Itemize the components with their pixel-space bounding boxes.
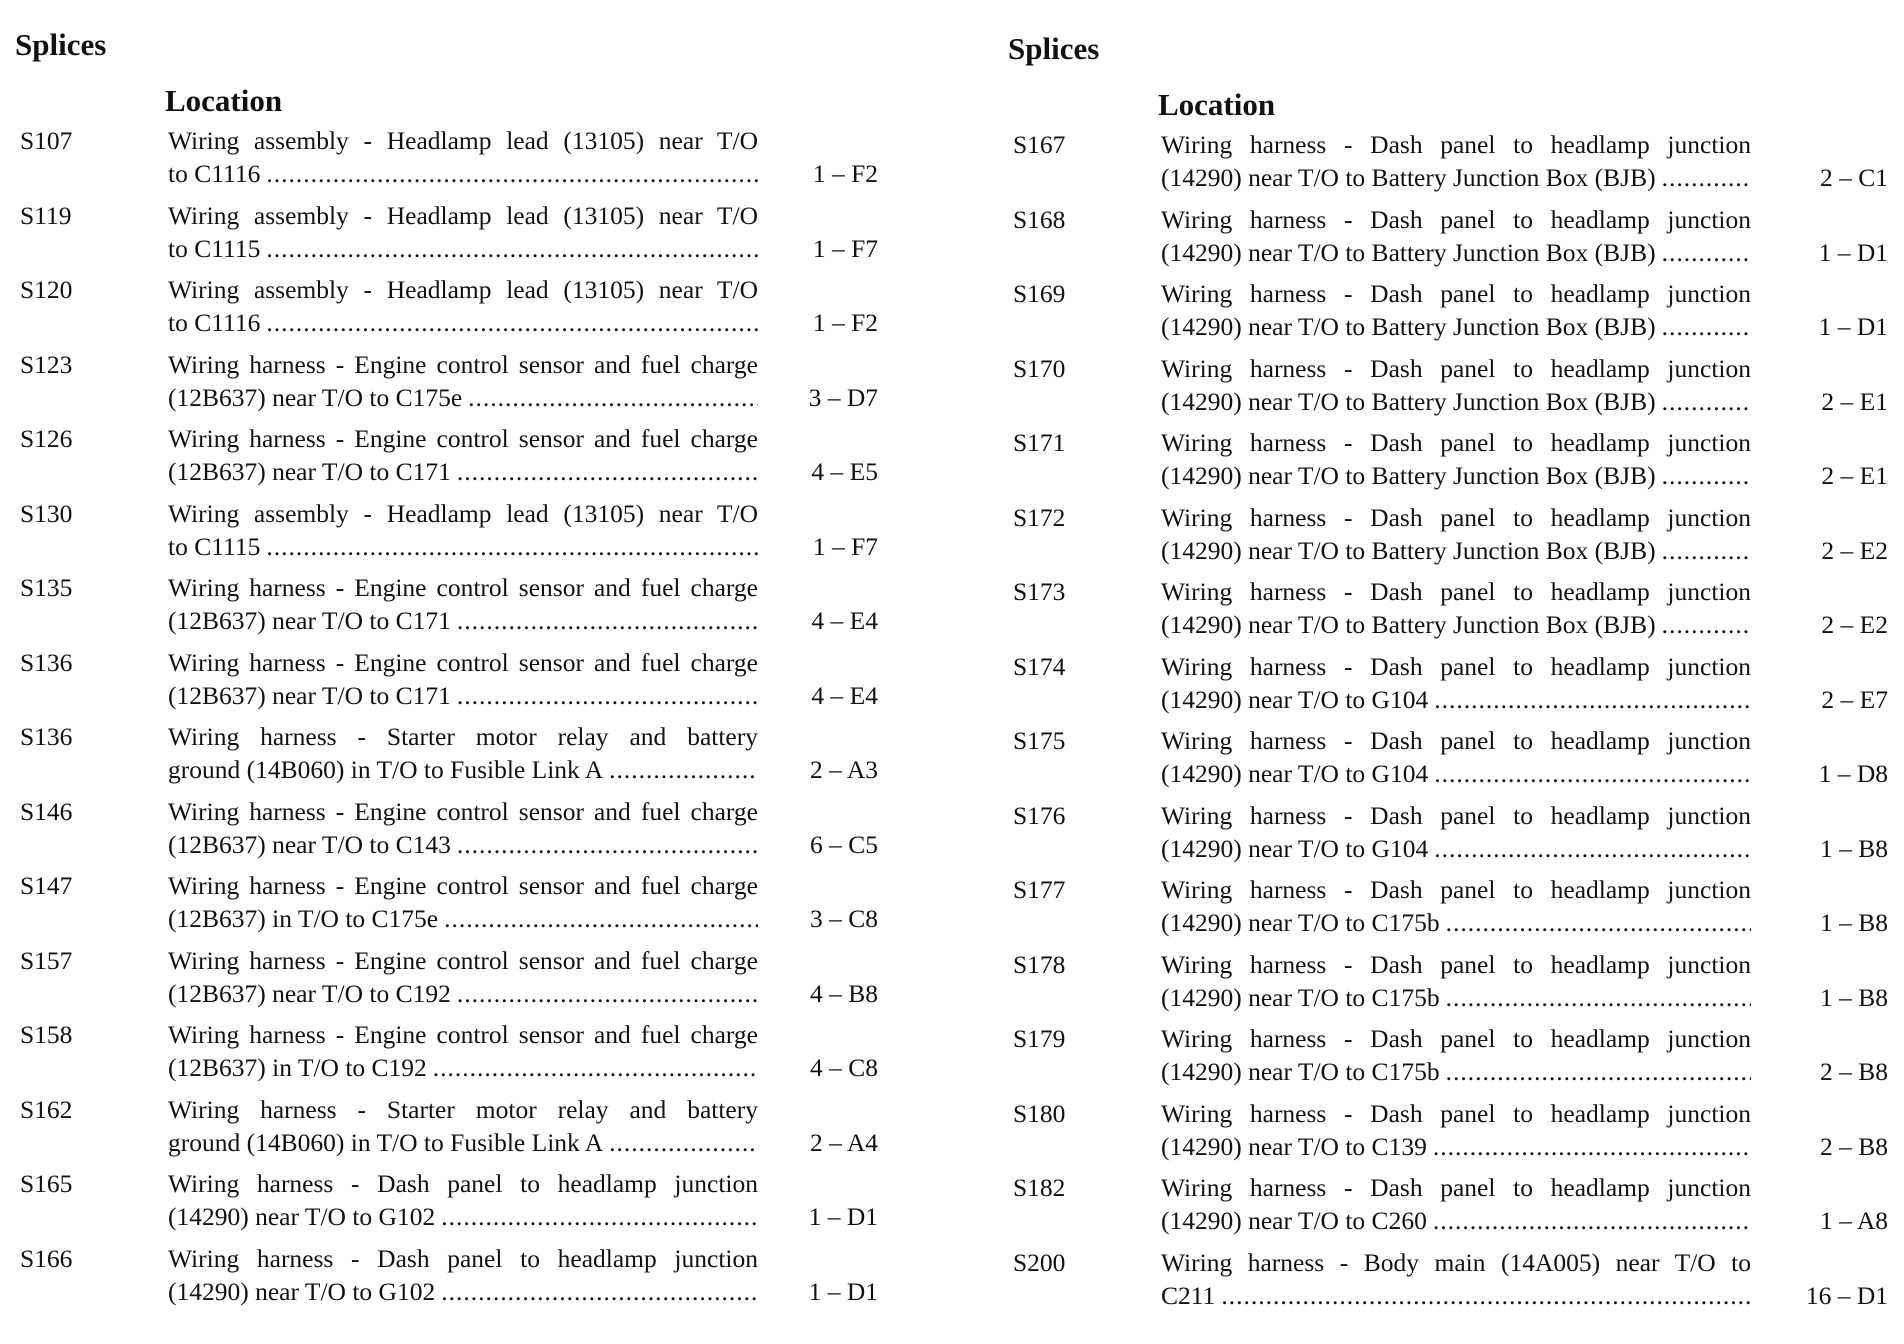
location-line-2-text: (14290) near T/O to C260 xyxy=(1161,1206,1427,1235)
splice-id: S147 xyxy=(20,871,73,900)
splice-id: S177 xyxy=(1013,875,1066,904)
dot-leader xyxy=(1221,1279,1751,1312)
dot-leader xyxy=(1434,757,1751,790)
splice-row xyxy=(15,944,905,1019)
splice-row xyxy=(1008,873,1888,948)
splice-id: S182 xyxy=(1013,1173,1066,1202)
location-line-1: Wiring harness - Starter motor relay and battery xyxy=(168,1094,758,1124)
grid-reference: 1 – D1 xyxy=(808,1202,878,1231)
splice-list xyxy=(1008,128,1888,1320)
dot-leader xyxy=(1433,1204,1751,1237)
location-header: Location xyxy=(165,83,283,118)
splice-row xyxy=(15,1018,905,1093)
splice-location xyxy=(1161,1022,1751,1088)
location-line-2 xyxy=(168,828,758,861)
grid-reference: 2 – A4 xyxy=(809,1127,878,1157)
location-line-1: Wiring harness - Dash panel to headlamp junction xyxy=(1161,502,1751,532)
splice-location xyxy=(1161,724,1751,790)
splice-location xyxy=(168,869,758,935)
splice-row xyxy=(1008,277,1888,352)
location-line-1: Wiring harness - Engine control sensor and fuel charge xyxy=(168,871,758,900)
location-line-1: Wiring harness - Dash panel to headlamp junction xyxy=(1161,1024,1751,1053)
splice-id: S136 xyxy=(20,722,73,751)
splice-row xyxy=(1008,203,1888,278)
splice-row xyxy=(1008,1171,1888,1246)
grid-reference: 4 – C8 xyxy=(809,1053,878,1082)
location-line-2-text: (14290) near T/O to G102 xyxy=(168,1276,436,1306)
grid-reference: 2 – B8 xyxy=(1819,1131,1888,1161)
location-line-2 xyxy=(1161,459,1751,492)
splice-location xyxy=(168,348,758,414)
location-line-1: Wiring harness - Engine control sensor and fuel charge xyxy=(168,424,758,453)
grid-reference: 1 – F7 xyxy=(812,233,878,263)
splice-location xyxy=(1161,948,1751,1014)
dot-leader xyxy=(266,306,758,339)
grid-reference: 2 – E2 xyxy=(1821,535,1888,565)
dot-leader xyxy=(1433,1130,1751,1163)
splice-id: S168 xyxy=(1013,204,1066,234)
dot-leader xyxy=(433,1051,758,1084)
grid-reference: 1 – D8 xyxy=(1818,759,1888,788)
splice-id: S179 xyxy=(1013,1024,1066,1053)
splice-id: S167 xyxy=(1013,130,1066,159)
location-line-1: Wiring harness - Dash panel to headlamp junction xyxy=(1161,428,1751,457)
splice-row xyxy=(15,1242,905,1317)
location-line-1: Wiring harness - Engine control sensor and fuel charge xyxy=(168,945,758,975)
dot-leader xyxy=(457,828,758,861)
grid-reference: 4 – B8 xyxy=(809,978,878,1008)
location-line-2-text: (14290) near T/O to C139 xyxy=(1161,1131,1427,1161)
splice-location xyxy=(1161,873,1751,939)
splice-row xyxy=(15,571,905,646)
location-line-2-text: (14290) near T/O to Battery Junction Box (BJB) xyxy=(1161,386,1656,416)
dot-leader xyxy=(1662,608,1751,641)
dot-leader xyxy=(457,604,758,637)
splice-id: S126 xyxy=(20,424,73,453)
splice-location xyxy=(168,497,758,563)
dot-leader xyxy=(1662,534,1751,567)
splice-id: S135 xyxy=(20,573,73,602)
location-line-2-text: ground (14B060) in T/O to Fusible Link A xyxy=(168,1127,604,1157)
splice-id: S162 xyxy=(20,1094,73,1124)
splice-row xyxy=(1008,128,1888,203)
location-line-1: Wiring harness - Engine control sensor and fuel charge xyxy=(168,1020,758,1049)
location-line-2 xyxy=(1161,906,1751,939)
dot-leader xyxy=(441,1275,758,1308)
location-line-1: Wiring assembly - Headlamp lead (13105) near T/O xyxy=(168,275,758,304)
location-line-2 xyxy=(1161,1279,1751,1312)
location-line-2-text: C211 xyxy=(1161,1280,1216,1310)
splice-id: S172 xyxy=(1013,502,1066,532)
splice-id: S180 xyxy=(1013,1098,1066,1128)
location-line-2 xyxy=(168,1126,758,1159)
splice-location xyxy=(168,124,758,190)
splice-location xyxy=(1161,501,1751,567)
location-line-1: Wiring harness - Dash panel to headlamp junction xyxy=(1161,800,1751,830)
splice-row xyxy=(1008,426,1888,501)
splice-row xyxy=(15,646,905,721)
splice-row xyxy=(1008,1022,1888,1097)
location-line-1: Wiring harness - Engine control sensor and fuel charge xyxy=(168,647,758,677)
grid-reference: 2 – B8 xyxy=(1819,1057,1888,1086)
location-line-2-text: (12B637) in T/O to C192 xyxy=(168,1053,427,1082)
location-header: Location xyxy=(1158,87,1276,122)
grid-reference: 2 – C1 xyxy=(1819,163,1888,192)
grid-reference: 1 – B8 xyxy=(1819,982,1888,1012)
splice-id: S169 xyxy=(1013,279,1066,308)
location-line-2-text: (12B637) near T/O to C171 xyxy=(168,680,451,710)
grid-reference: 2 – E1 xyxy=(1821,386,1888,416)
location-line-2-text: to C1115 xyxy=(168,531,261,561)
splice-row xyxy=(15,869,905,944)
location-line-2-text: (14290) near T/O to Battery Junction Box (BJB) xyxy=(1161,535,1656,565)
location-line-2 xyxy=(168,753,758,786)
grid-reference: 2 – E7 xyxy=(1821,684,1888,714)
grid-reference: 4 – E5 xyxy=(811,457,878,486)
splice-row xyxy=(1008,352,1888,427)
dot-leader xyxy=(1446,1055,1751,1088)
dot-leader xyxy=(468,381,758,414)
location-line-2 xyxy=(1161,832,1751,865)
splice-id: S174 xyxy=(1013,651,1066,681)
dot-leader xyxy=(1434,683,1751,716)
splice-location xyxy=(1161,277,1751,343)
location-line-2-text: to C1115 xyxy=(168,233,261,263)
location-line-2-text: (12B637) near T/O to C143 xyxy=(168,829,451,859)
splice-id: S170 xyxy=(1013,353,1066,383)
location-line-2 xyxy=(168,306,758,339)
splice-location xyxy=(1161,426,1751,492)
location-line-2-text: (14290) near T/O to G102 xyxy=(168,1202,436,1231)
splice-row xyxy=(1008,799,1888,874)
grid-reference: 4 – E4 xyxy=(811,606,878,635)
splice-location xyxy=(168,795,758,861)
location-line-2-text: (14290) near T/O to Battery Junction Box (BJB) xyxy=(1161,237,1656,267)
location-line-2 xyxy=(1161,310,1751,343)
location-line-2 xyxy=(1161,534,1751,567)
splice-id: S173 xyxy=(1013,577,1066,606)
location-line-2 xyxy=(1161,981,1751,1014)
splice-row xyxy=(15,720,905,795)
splice-location xyxy=(1161,575,1751,641)
location-line-2-text: (12B637) in T/O to C175e xyxy=(168,904,439,933)
location-line-1: Wiring harness - Engine control sensor and fuel charge xyxy=(168,796,758,826)
location-line-2 xyxy=(1161,1055,1751,1088)
dot-leader xyxy=(1662,236,1751,269)
grid-reference: 2 – E1 xyxy=(1821,461,1888,490)
splice-id: S130 xyxy=(20,498,73,528)
location-line-2-text: (14290) near T/O to C175b xyxy=(1161,1057,1440,1086)
location-line-1: Wiring harness - Dash panel to headlamp junction xyxy=(168,1243,758,1273)
dot-leader xyxy=(1446,906,1751,939)
location-line-2 xyxy=(168,232,758,265)
dot-leader xyxy=(1434,832,1751,865)
splice-row xyxy=(1008,948,1888,1023)
location-line-2 xyxy=(168,1275,758,1308)
splice-row xyxy=(1008,1246,1888,1321)
location-line-2-text: (12B637) near T/O to C171 xyxy=(168,606,451,635)
grid-reference: 1 – F2 xyxy=(812,308,878,337)
splice-location xyxy=(1161,352,1751,418)
grid-reference: 1 – B8 xyxy=(1819,833,1888,863)
location-line-2-text: (14290) near T/O to C175b xyxy=(1161,908,1440,937)
splice-row xyxy=(15,795,905,870)
splice-row xyxy=(15,199,905,274)
splice-row xyxy=(1008,724,1888,799)
splice-location xyxy=(168,720,758,786)
splice-row xyxy=(15,1093,905,1168)
location-line-2 xyxy=(168,1051,758,1084)
location-line-2-text: (14290) near T/O to G104 xyxy=(1161,684,1429,714)
splice-row xyxy=(15,1167,905,1242)
location-line-2-text: to C1116 xyxy=(168,159,261,188)
splice-id: S107 xyxy=(20,126,73,155)
grid-reference: 1 – D1 xyxy=(1818,312,1888,341)
grid-reference: 4 – E4 xyxy=(811,680,878,710)
grid-reference: 16 – D1 xyxy=(1805,1280,1888,1310)
dot-leader xyxy=(457,455,758,488)
location-line-1: Wiring harness - Dash panel to headlamp junction xyxy=(1161,726,1751,755)
section-title: Splices xyxy=(1008,31,1100,66)
location-line-2 xyxy=(1161,236,1751,269)
splice-location xyxy=(1161,1097,1751,1163)
splice-location xyxy=(168,1242,758,1308)
location-line-2-text: (12B637) near T/O to C171 xyxy=(168,457,451,486)
dot-leader xyxy=(1662,161,1751,194)
dot-leader xyxy=(609,753,758,786)
grid-reference: 1 – B8 xyxy=(1819,908,1888,937)
splice-id: S175 xyxy=(1013,726,1066,755)
grid-reference: 1 – A8 xyxy=(1819,1206,1888,1235)
location-line-1: Wiring harness - Dash panel to headlamp junction xyxy=(1161,1098,1751,1128)
location-line-1: Wiring harness - Dash panel to headlamp junction xyxy=(1161,651,1751,681)
location-line-1: Wiring assembly - Headlamp lead (13105) near T/O xyxy=(168,126,758,155)
location-line-1: Wiring harness - Starter motor relay and battery xyxy=(168,722,758,751)
splice-id: S176 xyxy=(1013,800,1066,830)
location-line-1: Wiring harness - Dash panel to headlamp junction xyxy=(1161,949,1751,979)
dot-leader xyxy=(444,902,758,935)
location-line-1: Wiring harness - Dash panel to headlamp junction xyxy=(1161,875,1751,904)
location-line-1: Wiring harness - Engine control sensor and fuel charge xyxy=(168,349,758,379)
splice-id: S120 xyxy=(20,275,73,304)
location-line-2 xyxy=(168,381,758,414)
location-line-2-text: (14290) near T/O to Battery Junction Box (BJB) xyxy=(1161,461,1656,490)
splice-id: S119 xyxy=(20,200,72,230)
splice-row xyxy=(15,348,905,423)
location-line-1: Wiring harness - Dash panel to headlamp junction xyxy=(1161,1173,1751,1202)
splice-location xyxy=(1161,1171,1751,1237)
grid-reference: 1 – D1 xyxy=(808,1276,878,1306)
location-line-2 xyxy=(168,679,758,712)
location-line-2-text: (12B637) near T/O to C192 xyxy=(168,978,451,1008)
location-line-2 xyxy=(168,530,758,563)
dot-leader xyxy=(266,157,758,190)
dot-leader xyxy=(1662,310,1751,343)
splice-id: S123 xyxy=(20,349,73,379)
splice-id: S200 xyxy=(1013,1247,1066,1277)
grid-reference: 1 – F7 xyxy=(812,531,878,561)
dot-leader xyxy=(1662,385,1751,418)
dot-leader xyxy=(266,232,758,265)
location-line-2-text: (14290) near T/O to Battery Junction Box (BJB) xyxy=(1161,312,1656,341)
splice-row xyxy=(1008,1097,1888,1172)
location-line-2 xyxy=(1161,683,1751,716)
location-line-1: Wiring harness - Engine control sensor and fuel charge xyxy=(168,573,758,602)
grid-reference: 3 – D7 xyxy=(808,382,878,412)
splice-id: S165 xyxy=(20,1169,73,1198)
location-line-1: Wiring harness - Body main (14A005) near T/O to xyxy=(1161,1247,1751,1277)
splice-location xyxy=(1161,128,1751,194)
section-title: Splices xyxy=(15,27,107,62)
splice-row xyxy=(1008,575,1888,650)
location-line-2-text: (14290) near T/O to G104 xyxy=(1161,759,1429,788)
splice-row xyxy=(15,273,905,348)
splice-location xyxy=(168,273,758,339)
location-line-1: Wiring harness - Dash panel to headlamp junction xyxy=(1161,279,1751,308)
location-line-1: Wiring harness - Dash panel to headlamp junction xyxy=(1161,130,1751,159)
location-line-2-text: (14290) near T/O to G104 xyxy=(1161,833,1429,863)
splice-row xyxy=(1008,650,1888,725)
dot-leader xyxy=(1662,459,1751,492)
splice-row xyxy=(15,497,905,572)
location-line-1: Wiring harness - Dash panel to headlamp junction xyxy=(1161,353,1751,383)
location-line-2-text: to C1116 xyxy=(168,308,261,337)
dot-leader xyxy=(609,1126,758,1159)
location-line-2 xyxy=(168,1200,758,1233)
splice-location xyxy=(1161,203,1751,269)
splice-location xyxy=(168,646,758,712)
splice-location xyxy=(168,422,758,488)
dot-leader xyxy=(441,1200,758,1233)
location-line-2 xyxy=(1161,608,1751,641)
location-line-2 xyxy=(1161,757,1751,790)
location-line-1: Wiring assembly - Headlamp lead (13105) near T/O xyxy=(168,200,758,230)
location-line-2 xyxy=(168,157,758,190)
dot-leader xyxy=(457,977,758,1010)
location-line-1: Wiring harness - Dash panel to headlamp junction xyxy=(168,1169,758,1198)
splice-location xyxy=(168,1167,758,1233)
location-line-2 xyxy=(1161,1204,1751,1237)
splice-location xyxy=(168,1093,758,1159)
location-line-2 xyxy=(168,977,758,1010)
location-line-2 xyxy=(1161,1130,1751,1163)
location-line-2 xyxy=(1161,161,1751,194)
grid-reference: 2 – E2 xyxy=(1821,610,1888,639)
splice-row xyxy=(15,124,905,199)
splice-id: S158 xyxy=(20,1020,73,1049)
grid-reference: 1 – F2 xyxy=(812,159,878,188)
splice-id: S171 xyxy=(1013,428,1066,457)
splice-location xyxy=(168,199,758,265)
splice-location xyxy=(1161,799,1751,865)
location-line-2-text: (12B637) near T/O to C175e xyxy=(168,382,463,412)
splice-id: S157 xyxy=(20,945,73,975)
location-line-2 xyxy=(1161,385,1751,418)
location-line-2 xyxy=(168,455,758,488)
splice-list xyxy=(15,124,905,1316)
dot-leader xyxy=(266,530,758,563)
location-line-2-text: (14290) near T/O to Battery Junction Box (BJB) xyxy=(1161,163,1656,192)
dot-leader xyxy=(457,679,758,712)
splice-location xyxy=(168,944,758,1010)
splice-location xyxy=(168,571,758,637)
splice-row xyxy=(1008,501,1888,576)
location-line-1: Wiring harness - Dash panel to headlamp junction xyxy=(1161,204,1751,234)
grid-reference: 1 – D1 xyxy=(1818,237,1888,267)
location-line-1: Wiring assembly - Headlamp lead (13105) near T/O xyxy=(168,498,758,528)
splice-location xyxy=(1161,1246,1751,1312)
grid-reference: 6 – C5 xyxy=(809,829,878,859)
splice-id: S146 xyxy=(20,796,73,826)
splice-id: S178 xyxy=(1013,949,1066,979)
dot-leader xyxy=(1446,981,1751,1014)
splice-id: S136 xyxy=(20,647,73,677)
location-line-2 xyxy=(168,902,758,935)
location-line-2-text: (14290) near T/O to Battery Junction Box (BJB) xyxy=(1161,610,1656,639)
location-line-1: Wiring harness - Dash panel to headlamp junction xyxy=(1161,577,1751,606)
location-line-2-text: (14290) near T/O to C175b xyxy=(1161,982,1440,1012)
grid-reference: 2 – A3 xyxy=(809,755,878,784)
grid-reference: 3 – C8 xyxy=(809,904,878,933)
splice-row xyxy=(15,422,905,497)
location-line-2-text: ground (14B060) in T/O to Fusible Link A xyxy=(168,755,604,784)
splice-location xyxy=(1161,650,1751,716)
splice-location xyxy=(168,1018,758,1084)
splice-id: S166 xyxy=(20,1243,73,1273)
location-line-2 xyxy=(168,604,758,637)
